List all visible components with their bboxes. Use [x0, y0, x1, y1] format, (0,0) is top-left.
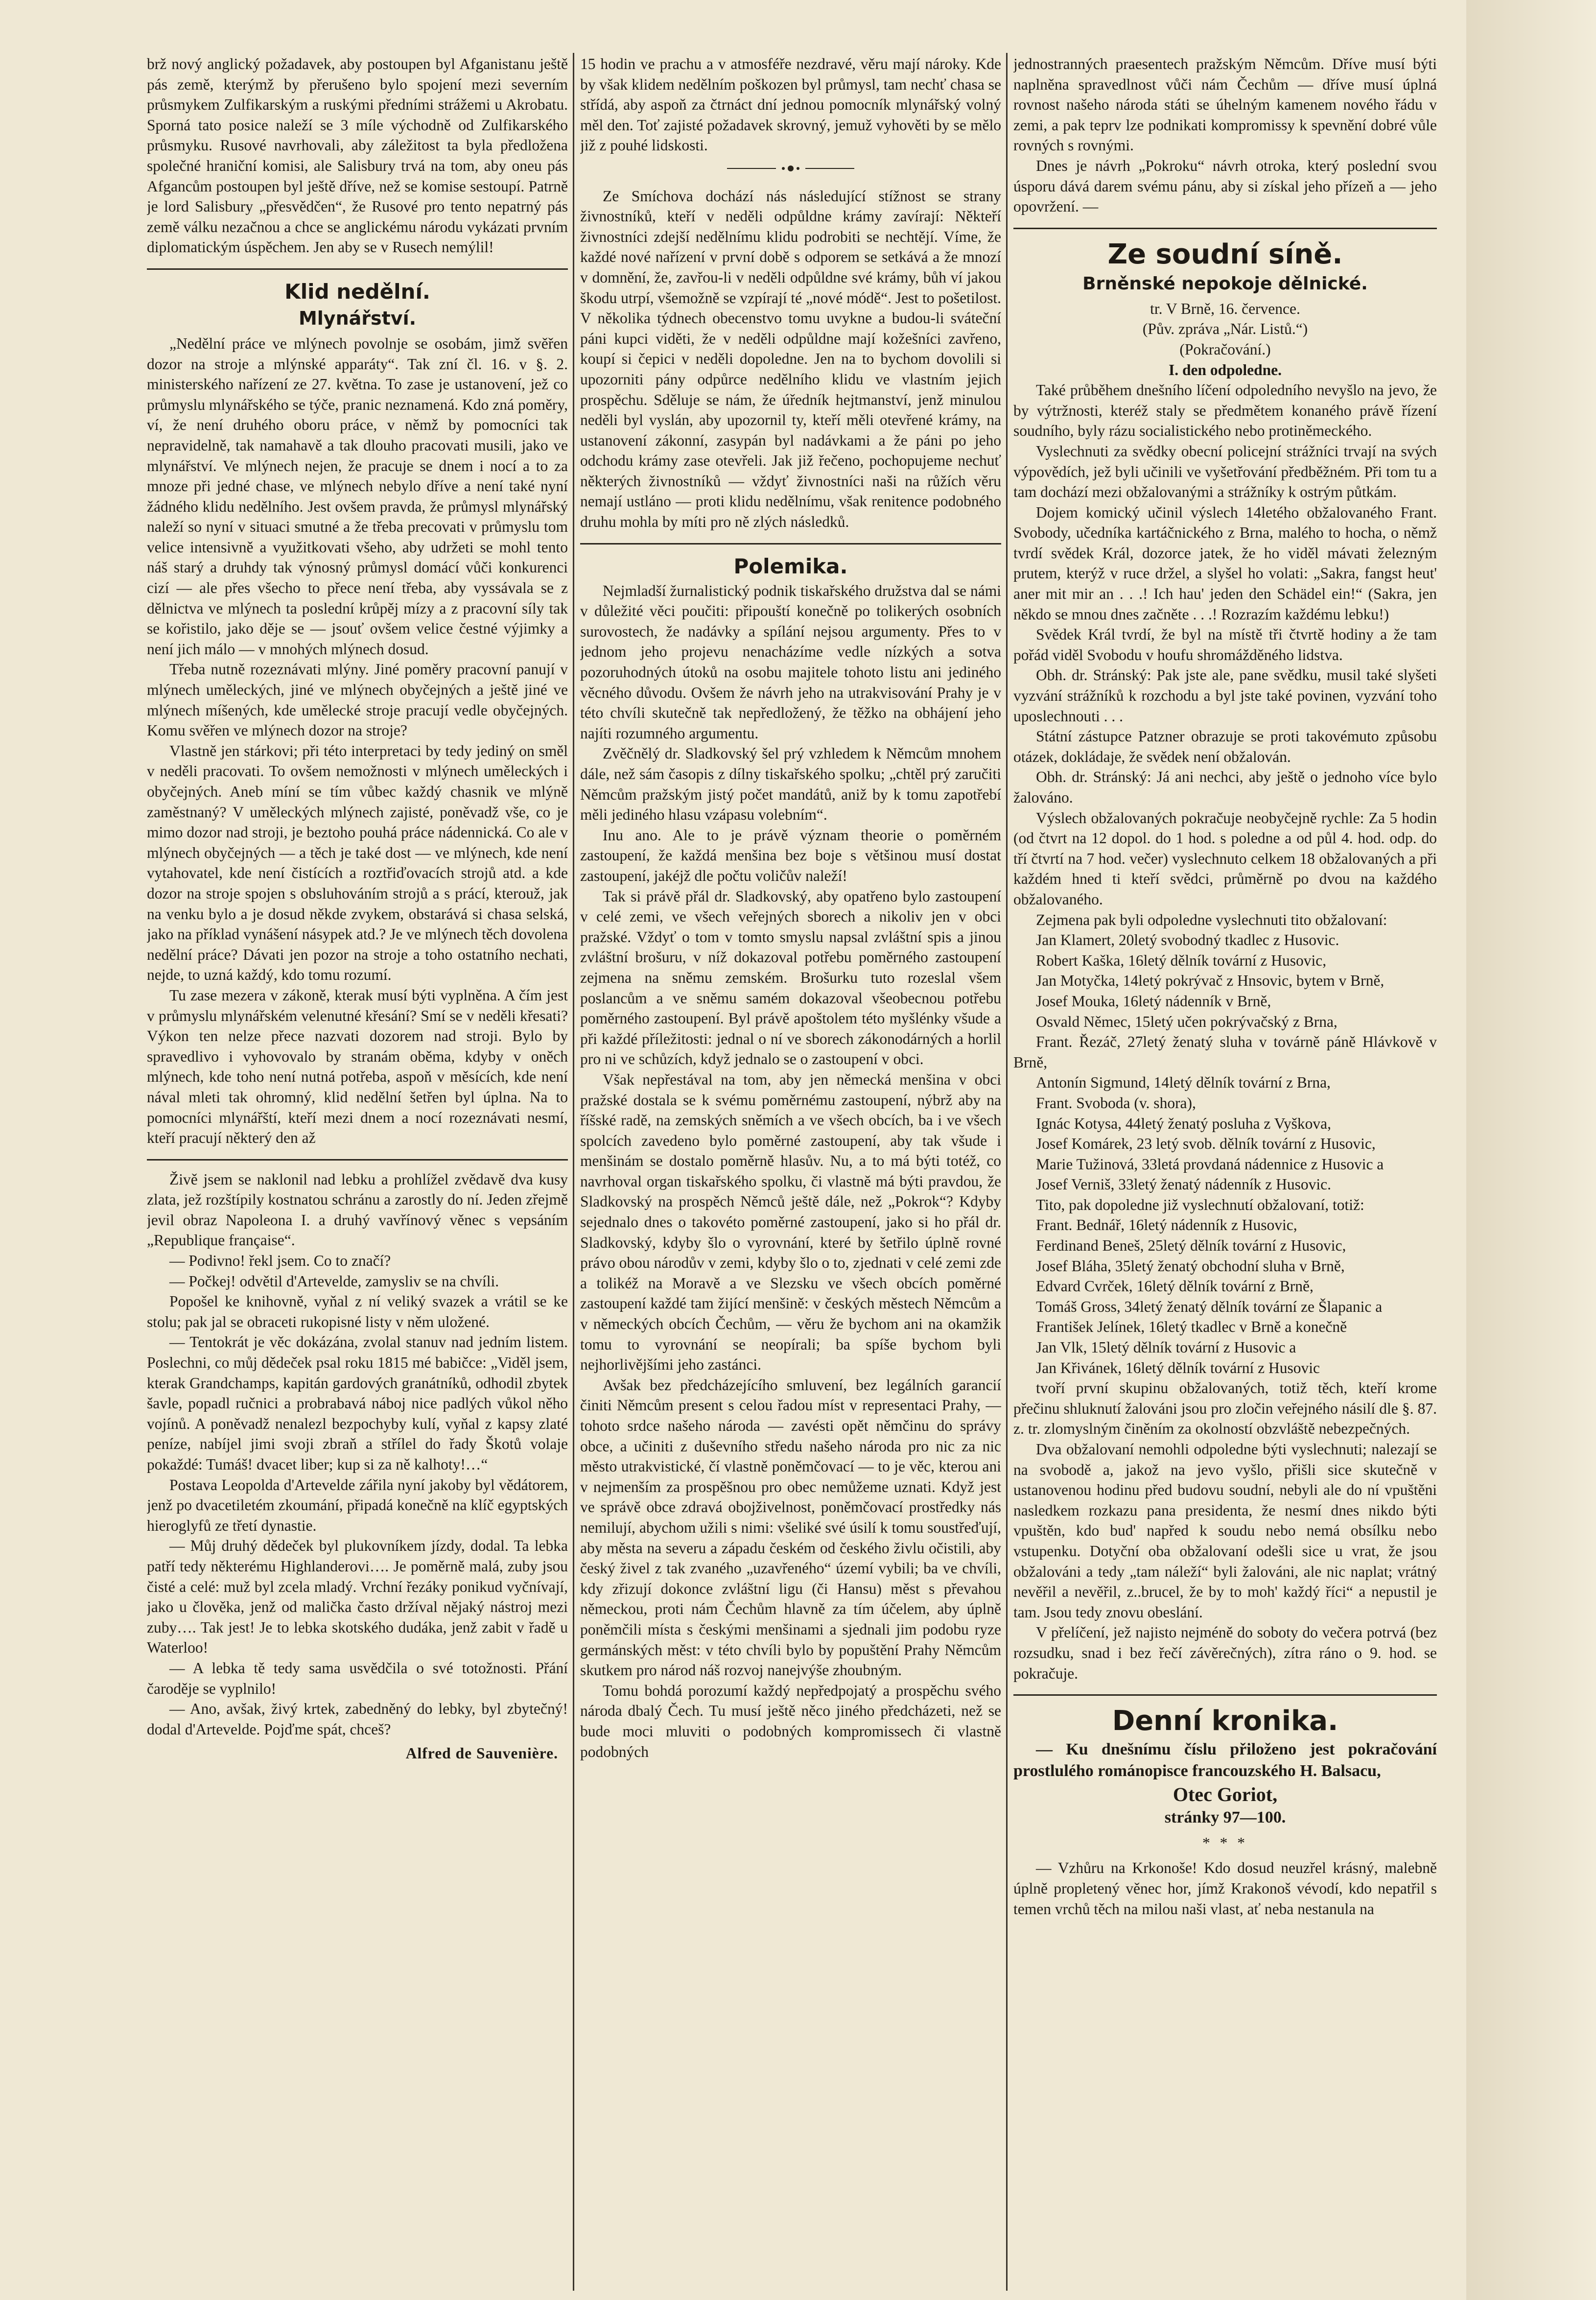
- list-item: Jan Klamert, 20letý svobodný tkadlec z Husovic.: [1036, 931, 1339, 949]
- author-signature: Alfred de Sauvenière.: [405, 1745, 558, 1762]
- article-continuation: jednostranných praesentech pražským Němcům. Dříve musí býti naplněna spravedlnost vůči nám Čechům — dříve musí úplná rovnost našeho národa státi se úhelným kamenem nového řádu v zemi, a pak teprv lze podnikati kompromissy k spevnění dobré vůle rovných s rovnými.: [1013, 55, 1437, 154]
- list-item: Antonín Sigmund, 14letý dělník tovární z Brna,: [1036, 1074, 1331, 1091]
- article-continuation: 15 hodin ve prachu a v atmosféře nezdravé, věru mají nároky. Kde by však klidem nedělním poškozen byl průmysl, tam nechť chasa se střídá, aby aspoň za čtrnáct dní jednou pomocník mlynářský volný měl den. Toť zajisté požadavek skrovný, jemuž vyhověti by se mělo již z pouhé lidskosti.: [580, 55, 1001, 154]
- feuilleton-paragraph: — Počkej! odvětil d'Artevelde, zamysliv se na chvíli.: [169, 1272, 499, 1290]
- section-divider: [1013, 1694, 1437, 1696]
- list-item: Robert Kaška, 16letý dělník tovární z Husovic,: [1036, 951, 1327, 969]
- column-rule: [573, 53, 574, 2291]
- list-item: Ferdinand Beneš, 25letý dělník tovární z Husovic,: [1036, 1237, 1346, 1255]
- defendants-list: [1013, 930, 1437, 1378]
- asterism: * * *: [1202, 1834, 1248, 1851]
- section-divider: [580, 543, 1001, 545]
- feuilleton-paragraph: Živě jsem se naklonil nad lebku a prohlížel zvědavě dva kusy zlata, jež rozštípily kostnatou schránu a zarostly do ní. Jeden zřejmě jevil obraz Napoleona I. a druhý vavřínový věnec s vepsáním „Republique française“.: [147, 1170, 568, 1249]
- feuilleton-divider: [147, 1159, 568, 1161]
- continuation-note: (Pokračování.): [1179, 340, 1271, 358]
- feuilleton-paragraph: — Můj druhý dědeček byl plukovníkem jízdy, dodal. Ta lebka patří tedy některému Highlanderovi…. Je poměrně malá, zuby jsou čisté a celé: muž byl zcela mladý. Vrchní řezáky ponikud vyčnívají, jako u člověka, jenž od malička často držíval nějaký nástroj mezi zuby…. Tak jest! Je to lebka skotského dudáka, jenž zabit v řadě u Waterloo!: [147, 1537, 568, 1657]
- paragraph: Avšak bez předcházejícího smluvení, bez legálních garancií činiti Němcům present s celou řadou míst v representaci Prahy, — tohoto srdce našeho národa — zavésti opět němčinu do správy obce, a učiniti z duševního středu našeho národa pro nic za nic město utrakvistické, čí vlastně poněmčovací — to je věc, kterou ani v nejmenším za prospěšnou pro obec nemůžeme uznati. Když jest ve správě obce zdravá obojživelnost, poněmčovací prostředky nás nemilují, abychom užili s nimi: všeliké své úsilí k tomu soustřeďují, aby města na severu a západu českém od českého živlu očistili, aby český živel z tak zvaného „uzavřeného“ území vybili; ba ve chvíli, kdy zřizují dokonce zvláštní ligu (či Hansu) měst s převahou německou, proti nám Čechům hlavně za tím účelem, aby úplně poněmčili místa s českými menšinami a sjednali jim podobu ryze germánských měst: v této chvíli bylo by popuštění Prahy Němcům skutkem pro národ náš rozvoj nanejvýše zhoubným.: [580, 1376, 1001, 1679]
- feuilleton-paragraph: — A lebka tě tedy sama usvědčila o své totožnosti. Přání čaroděje se vyplnilo!: [147, 1659, 568, 1697]
- list-item: Frant. Svoboda (v. shora),: [1036, 1094, 1196, 1112]
- paragraph-notice: — Ku dnešnímu číslu přiloženo jest pokračování prostlulého románopisce francouzského H. Balsacu,: [1013, 1740, 1437, 1780]
- novel-pages: stránky 97—100.: [1164, 1808, 1286, 1827]
- list-item: František Jelínek, 16letý tkadlec v Brně a konečně: [1036, 1318, 1347, 1336]
- section-title-kronika: Denní kronika.: [1112, 1705, 1338, 1737]
- paragraph-smichov: Ze Smíchova dochází nás následující stížnost se strany živnostníků, kteří v neděli odpůldne krámy zavírají: Někteří živnostníci zdejší nedělnímu klidu podrobiti se nechtějí. Víme, že každé nové nařízení v první době s odporem se setkává a že mnozí v domnění, že, zavřou-li v neděli odpůldne své krámy, bůh ví jakou škodu utrpí, všemožně se vzpírají té „nové módě“. Jest to pošetilost. V několika týdnech obecenstvo tomu uvykne a budou-li sváteční páni kupci viděti, že v neděli odpůldne mají kožešníci zavřeno, koupí si čepici v neděli dopoledne. Jen na to bychom dovolili si upozorniti pány odpůrce nedělního klidu ve vlastním jejich prospěchu. Sděluje se nám, že úředník hejtmanství, jenž minulou neděli byl vyslán, aby upozornil ty, kteří měli otevřené krámy, na ustanovení zákonní, zasypán byl nadávkami a že páni po jeho odchodu krámy zase otevřeli. Jak již řečeno, pochopujeme nechuť některých živnostníků — vždyť živnostníci naši na růžích věru nemají ustláno — proti klidu nedělnímu, však renitence podobného druhu mohla by míti pro ně zlých následků.: [580, 187, 1001, 531]
- paragraph: Nejmladší žurnalistický podnik tiskařského družstva dal se námi v důležité věci poučiti: připouští konečně po tolikerých osobních surovostech, že nadávky a spílání nejsou argumenty. Přes to v jednom jeho projevu nenacházíme vedle nízkých a sotva pozoruhodných útoků na osobu majitele tohoto listu ani jediného věcného důvodu. Ovšem že návrh jeho na utrakvisování Prahy je v této chvíli skutečně tak nepředložený, že těžko na obhájení jeho najíti rozumného argumentu.: [580, 582, 1001, 742]
- paragraph: Výslech obžalovaných pokračuje neobyčejně rychle: Za 5 hodin (od čtvrt na 12 dopol. do 1 hod. s poledne a od půl 4. hod. odp. do tří čtvrtí na 7 hod. večer) vyslechnuto celkem 18 obžalovaných a při každém hned ti kteří svědci, průměrně po dvou na každého obžalovaného.: [1013, 809, 1437, 908]
- paragraph: Dojem komický učinil výslech 14letého obžalovaného Frant. Svobody, učedníka kartáčnického z Brna, malého to hocha, o němž tvrdí svědek Král, dozorce jatek, že ho viděl mávati železným prutem, kterýž v ruce držel, a slyšel ho volati: „Sakra, fangst heut' aner mit mir an . . .! Ich hau' jeden den Schädel ein!“ (Sakra, jen někdo se mnou dnes začněte . . .! Rozrazím každému lebku!): [1013, 503, 1437, 623]
- list-item: Tito, pak dopoledne již vyslechnutí obžalovaní, totiž:: [1036, 1196, 1364, 1213]
- feuilleton-paragraph: — Tentokrát je věc dokázána, zvolal stanuv nad jedním listem. Poslechni, co můj dědeček psal roku 1815 mé babičce: „Viděl jsem, kterak Grandchamps, kapitán gardových granátníků, odhodil zbytek šavle, popadl ručnici a probrabavá náboj nice padlých vůkol něho vojínů. A poněvadž nenalezl bezpochyby kulí, vyňal z kapsy zlaté peníze, nabíjel jimi svoji zbraň a střílel do řady Škotů volaje pokaždé: Tumáš! dvacet liber; kup si za ně kalhoty!…“: [147, 1333, 568, 1473]
- list-item: Frant. Bednář, 16letý nádenník z Husovic,: [1036, 1216, 1297, 1234]
- paragraph: Zejmena pak byli odpoledne vyslechnuti tito obžalovaní:: [1036, 911, 1387, 928]
- paragraph: Třeba nutně rozeznávati mlýny. Jiné poměry pracovní panují v mlýnech uměleckých, jiné ve mlýnech obyčejných a ještě jiné ve mlýnech míšených, kde umělecké stroje pracují vedle obyčejných. Komu svěřen ve mlýnech dozor na stroje?: [147, 661, 568, 739]
- paragraph: Však nepřestával na tom, aby jen německá menšina v obci pražské dostala se k svému poměrnému zastoupení, nýbrž aby na říšské radě, na zemských sněmích a ve všech obcích, ba i ve všech spolcích zavedeno bylo poměrné zastoupení, aby tak všude i menšinám se dostalo poměrně hlasův. Nu, a to má býti totéž, co navrhoval organ tiskařského spolku, či vlastně má býti pravdou, že Sladkovský na prospěch Němců ještě dále, než „Pokrok“? Kdyby sejednalo dnes o takovéto poměrné zastoupení, jako si ho přál dr. Sladkovský, kdyby šlo o vyrovnání, které by šetřilo úplně rovné právo obou národův v zemi, kdyby šlo o to, zjednati v celé zemi zde a tolikéž na Moravě a ve Slezsku ve všech obcích poměrné zastoupení každé tam žijící menšině: v českých městech Němcům a v německých obcích Čechům, — věru že bychom ani na okamžik tomu to vyrovnání se neopírali; ba spíše bychom byli nejhorlivějšími jeho zastánci.: [580, 1070, 1001, 1374]
- novel-title: Otec Goriot,: [1173, 1783, 1278, 1806]
- list-item: Osvald Němec, 15letý učen pokrývačský z Brna,: [1036, 1013, 1338, 1030]
- feuilleton-paragraph: — Podivno! řekl jsem. Co to značí?: [169, 1252, 391, 1270]
- feuilleton-paragraph: Postava Leopolda d'Artevelde zářila nyní jakoby byl vědátorem, jenž po dvacetiletém zkoumání, připadá konečně na klíč egyptských hieroglyfů ze třetí dynastie.: [147, 1476, 568, 1534]
- list-item: Josef Verniš, 33letý ženatý nádenník z Husovic.: [1036, 1176, 1332, 1193]
- day-heading: I. den odpoledne.: [1168, 361, 1282, 379]
- dateline: tr. V Brně, 16. července.: [1150, 300, 1300, 317]
- section-title-polemika: Polemika.: [733, 554, 848, 578]
- paragraph: Obh. dr. Stránský: Já ani nechci, aby ještě o jednoho více bylo žalováno.: [1013, 768, 1437, 806]
- paragraph: Dva obžalovaní nemohli odpoledne býti vyslechnuti; nalezají se na svobodě a, jakož na jevo vyšlo, přišli sice skutečně v ustanovenou hodinu před budovu soudní, nebyli ale do ní vpuštěni nasledkem rozkazu pana presidenta, že nesmí dnes nikdo býti vpuštěn, kdo bud' napřed k soudu nebo nemá obsílku nebo vstupenku. Dotyční oba obžalovaní odešli sice u vrat, že jsou obžalováni a tedy „tam náleží“ byli žalováni, ale nic naplat; vrátný nevěřil a nevěřil, z..brucel, že by to moh' každý říci“ a nepustil je tam. Jsou tedy znovu obeslání.: [1013, 1441, 1437, 1621]
- paragraph: Vlastně jen stárkovi; při této interpretaci by tedy jediný on směl v neděli pracovati. To ovšem nemožnosti v mlýnech uměleckých i obyčejných. Aneb míní se tím vůbec každý chasnik ve mlýně zaměstnaný? V uměleckých mlýnech zajisté, poněvadž vše, co je mimo dozor nad stroji, je beztoho pouhá práce nádennická. Co ale v mlýnech obyčejných — a těch je také dost — ve mlýnech, kde není vytahovatel, kde není čistících a roztřiďovacích strojů atd. a kde dozor na stroje spojen s obsluhováním strojů a s prácí, kterouž, jak na venku bylo a je dosud někde zvykem, obstarává si chasa selská, jako na příklad vynášení násypek atd.? Je ve mlýnech těch dovolena nedělní práce? Dávati jen pozor na stroje a toho ostatního nechati, nejde, to uzná každý, kdo tomu rozumí.: [147, 742, 568, 984]
- paragraph: Obh. dr. Stránský: Pak jste ale, pane svědku, musil také slyšeti vyzvání strážníků k rozchodu a byl jste také povinen, vyzvání toho uposlechnouti . . .: [1013, 666, 1437, 725]
- column-3: [1013, 54, 1437, 2287]
- page-margin: [1466, 0, 1596, 2300]
- list-item: Josef Mouka, 16letý nádenník v Brně,: [1036, 992, 1271, 1010]
- section-title-soudni: Ze soudní síně.: [1107, 238, 1343, 270]
- column-rule: [1006, 53, 1008, 2291]
- paragraph: Státní zástupce Patzner obrazuje se proti takovémuto způsobu otázek, dokládaje, že svědek není obžalován.: [1013, 728, 1437, 765]
- list-item: Josef Bláha, 35letý ženatý obchodní sluha v Brně,: [1036, 1257, 1345, 1275]
- list-item: Ignác Kotysa, 44letý ženatý posluha z Vyškova,: [1036, 1114, 1332, 1132]
- paragraph: Tak si právě přál dr. Sladkovský, aby opatřeno bylo zastoupení v celé zemi, ve všech veřejných sborech a nikoliv jen v obci pražské. Vždyť o tom v tomto smyslu napsal zvláštní spis a jinou zvláštní brošuru, v níž dokazoval potřebu poměrného zastoupení zejmena na sněmu zemském. Brošurku tuto rozeslal všem poslancům a ve sněmu samém dokazoval všeobecnou potřebu poměrného zastoupení. Byl právě apoštolem této myšlénky všude a při každé příležitosti: jednal o ní ve sborech zákonodárných a horlil pro ni ve schůzích, když jednalo se o zastoupení v obci.: [580, 887, 1001, 1068]
- column-1: [147, 54, 568, 2287]
- paragraph: Zvěčnělý dr. Sladkovský šel prý vzhledem k Němcům mnohem dále, než sám časopis z dílny tiskařského spolku; „chtěl prý zaručiti Němcům pražským jistý počet mandátů, aniž by k tomu zapotřebí měli jediného hlasu vzápasu volebním“.: [580, 745, 1001, 824]
- list-item: Tomáš Gross, 34letý ženatý dělník tovární ze Šlapanic a: [1036, 1298, 1383, 1315]
- paragraph: Svědek Král tvrdí, že byl na místě tři čtvrtě hodiny a že tam pořád viděl Svobodu v houfu shromážděného lidstva.: [1013, 626, 1437, 664]
- list-item: Marie Tužinová, 33letá provdaná nádennice z Husovic a: [1036, 1155, 1384, 1173]
- list-item: Josef Komárek, 23 letý svob. dělník tovární z Husovic,: [1036, 1135, 1376, 1153]
- paragraph: Inu ano. Ale to je právě význam theorie o poměrném zastoupení, že každá menšina bez boje s většinou musí dostat zastoupení, jakéjž dle počtu voličův naleží!: [580, 826, 1001, 884]
- paragraph: Tomu bohdá porozumí každý nepředpojatý a prospěchu svého národa dbalý Čech. Tu musí ještě něco jiného předcházeti, než se bude moci mluviti o podobných kompromissech či vlastně podobných: [580, 1682, 1001, 1760]
- section-divider: [147, 268, 568, 270]
- article-subtitle-mlynarstvi: Mlynářství.: [298, 307, 417, 329]
- paragraph: tvoří první skupinu obžalovaných, totiž těch, kteří krome přečinu shluknutí žalováni jsou pro zločin veřejného násilí dle §. 87. z. tr. zlomyslným činěním za okolností obzvláště nebezpečných.: [1013, 1379, 1437, 1438]
- paragraph: Vyslechnuti za svědky obecní policejní strážníci trvají na svých výpovědích, jež byli učinili ve vyšetřování předběžném. Při tom tu a tam dochází mezi obžalovanými a strážníky k ostrým půtkám.: [1013, 442, 1437, 501]
- ornament-icon: [717, 161, 864, 176]
- list-item: Edvard Cvrček, 16letý dělník tovární z Brně,: [1036, 1278, 1314, 1295]
- paragraph: Tu zase mezera v zákoně, kterak musí býti vyplněna. A čím jest v průmyslu mlynářském velenutné křesání? Smí se v neděli křesati? Výkon ten nelze přece nazvati dozorem nad stroji. Bylo by spravedlivo i vyhovovalo by stranám oběma, kdyby v oněch mlýnech, kde toho není nutná potřeba, aspoň v měsících, kde není nával mleti tak ohromný, klid nedělní šetřen byl úplna. Na to pomocníci mlynářští, kteří mezi dnem a nocí rozeznávati nesmí, kteří pracují některý den až: [147, 986, 568, 1147]
- column-2: [580, 54, 1001, 2287]
- ornament-divider: [580, 161, 1001, 181]
- article-continuation: brž nový anglický požadavek, aby postoupen byl Afganistanu ještě pás země, kterýmž by přerušeno bylo spojení mezi severním průsmykem Zulfikarským a ruskými předními strážemi u Akrobatu. Sporná tato posice naleží se 3 míle východně od Zulfikarského průsmyku. Rusové navrhovali, aby záležitost ta byla předložena společné hraniční komisi, ale Salisbury trvá na tom, aby oneu pás Afgancům postoupen byl ještě dříve, než se komise sestoupí. Patrně je lord Salisbury „přesvědčen“, že Rusové pro tento nepatrný pás země válku nezačnou a chce se anglickému národu vykázati prvním diplomatickým úspěchem. Jen aby se v Rusech nemýlil!: [147, 55, 568, 256]
- list-item: Jan Motyčka, 14letý pokrývač z Hnsovic, bytem v Brně,: [1036, 972, 1385, 990]
- list-item: Jan Křivánek, 16letý dělník tovární z Husovic: [1036, 1359, 1320, 1376]
- paragraph: — Vzhůru na Krkonoše! Kdo dosud neuzřel krásný, malebně úplně propletený věnec hor, jímž Krakonoš vévodí, kdo nepatřil s temen vrchů těch na milou naši vlast, ať neba nestanula na: [1013, 1859, 1437, 1918]
- feuilleton-paragraph: — Ano, avšak, živý krtek, zabedněný do lebky, byl zbytečný! dodal d'Artevelde. Pojďme spát, chceš?: [147, 1700, 568, 1738]
- paragraph: Dnes je návrh „Pokroku“ návrh otroka, který poslední svou úsporu dává darem svému pánu, aby si získal jeho přízeň a — jeho opovržení. —: [1013, 157, 1437, 215]
- list-item: Frant. Řezáč, 27letý ženatý sluha v továrně páně Hlávkově v Brně,: [1013, 1033, 1437, 1071]
- section-divider: [1013, 228, 1437, 229]
- feuilleton-paragraph: Popošel ke knihovně, vyňal z ní veliký svazek a vrátil se ke stolu; pak jal se obraceti rukopisné listy v něm uložené.: [147, 1293, 568, 1330]
- source-note: (Pův. zpráva „Nár. Listů.“): [1142, 320, 1308, 338]
- paragraph: Také průběhem dnešního líčení odpoledního nevyšlo na jevo, že by výtržnosti, kteréž staly se předmětem konaného právě řízení soudního, byly rázu socialistického nebo protiněmeckého.: [1013, 381, 1437, 440]
- paragraph: „Nedělní práce ve mlýnech povolnje se osobám, jimž svěřen dozor na stroje a mlýnské apparáty“. Tak zní čl. 16. v §. 2. ministerského nařízení ze 27. května. To zase je ustanovení, jež co průmyslu mlynářského se týče, pranic neznamená. Kdo zná poměry, ví, že není druhého oboru práce, v němž by pomocníci tak nepravidelně, tak namahavě a tak dlouho pracovati musili, jako ve mlynářství. Ve mlýnech nejen, že pracuje se dnem i nocí a to za mnoze při jedné chase, ve mlýnech nebylo dříve a není také nyní žádného klidu nedělního. Jest ovšem pravda, že průmysl mlynářský naleží so nyní v situaci smutné a že třeba precovati v průmyslu tom velice intensivně a využitkovati všeho, aby udržeti se mohl tento náš starý a druhdy tak výnosný průmysl domácí vůči konkurenci cizí — ale přes všecho to přece není třeba, aby vyssávala se z dělnictva ve mlýnech ta poslední krůpěj mízy a z pracovní síly tak se kořistilo, jako děje se — jsouť ovšem velice čestné výjimky a není jich málo — v mnohých mlýnech dosud.: [147, 334, 568, 658]
- paragraph: V přelíčení, jež najisto nejméně do soboty do večera potrvá (bez rozsudku, snad i bez řečí závěrečných), zítra ráno o 9. hod. se pokračuje.: [1013, 1624, 1437, 1682]
- article-title-klid: Klid nedělní.: [284, 279, 430, 304]
- list-item: Jan Vlk, 15letý dělník tovární z Husovic a: [1036, 1339, 1296, 1356]
- article-title-brno: Brněnské nepokoje dělnické.: [1082, 273, 1368, 294]
